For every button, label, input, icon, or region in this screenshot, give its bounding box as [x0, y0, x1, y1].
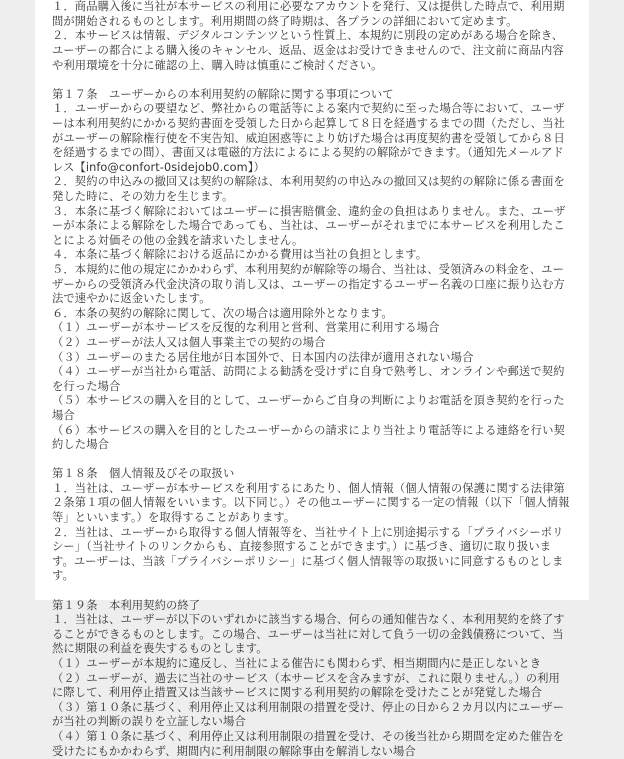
- spacer: [52, 584, 589, 599]
- article-17-item-4: （４）ユーザーが当社から電話、訪問による勧誘を受けずに自身で熟考し、オンラインや郵送で契約を行った場合: [52, 365, 565, 393]
- article-17-paragraph-6: ６．本条の契約の解除に関して、次の場合は適用除外となります。: [52, 306, 393, 320]
- article-17-item-1: （１）ユーザーが本サービスを反復的な利用と営利、営業用に利用する場合: [52, 321, 440, 335]
- article-19-item-2: （２）ユーザーが、過去に当社のサービス（本サービスを含みますが、これに限りません。）の利用に際して、利用停止措置又は当該サービスに関する利用契約の解除を受けたことが発覚した場合: [52, 671, 560, 700]
- spacer: [52, 73, 589, 88]
- article-17-paragraph-5: ５．本規約に他の規定にかかわらず、本利用契約が解除等の場合、当社は、受領済みの料金を、ユーザーからの受領済み代金決済の取り消し又は、ユーザーの指定するユーザー名義の口座に振り込む方法で速やかに返金いたします。: [52, 262, 565, 306]
- article-17-heading: 第１７条 ユーザーからの本利用契約の解除に関する事項について: [52, 87, 394, 101]
- article-19-heading: 第１９条 本利用契約の終了: [52, 598, 201, 612]
- article-17-paragraph-4: ４．本条に基づく解除における返品にかかる費用は当社の負担とします。: [52, 248, 428, 262]
- article-17-item-2: （２）ユーザーが法人又は個人事業主での契約の場合: [52, 335, 326, 349]
- article-18-paragraph-1: １．当社は、ユーザーが本サービスを利用するにあたり、個人情報（個人情報の保護に関する法律第２条第１項の個人情報をいいます。以下同じ。）その他ユーザーに関する一定の情報（以下「個人情報等」といいます。）を取得することがあります。: [52, 481, 570, 525]
- article-19-item-4: （４）第１０条に基づく、利用停止又は利用制限の措置を受け、その後当社から期間を定めた催告を受けたにもかかわらず、期間内に利用制限の解除事由を解消しない場合: [52, 729, 565, 758]
- article-17-paragraph-1: １．ユーザーからの要望など、弊社からの電話等による案内で契約に至った場合等において、ユーザーは本利用契約にかかる契約書面を受領した日から起算して８日を経過するまでの間（ただし、当社がユーザーの解除権行使を不実告知、威迫困惑等により妨げた場合は再度契約書を受領してから８日を経過するまでの間）、書面又は電磁的方法によるによる契約の解除ができます。（通知先メールアドレス【info@confort-0sidejob0.com】）: [52, 102, 565, 174]
- document-panel: [35, 0, 589, 758]
- article-19-paragraph-1: １．当社は、ユーザーが以下のいずれかに該当する場合、何らの通知催告なく、本利用契約を終了することができるものとします。この場合、ユーザーは当社に対して負う一切の金銭債務について、当然に期限の利益を喪失するものとします。: [52, 613, 565, 656]
- article-18-paragraph-2: ２．当社は、ユーザーから取得する個人情報等を、当社サイト上に別途掲示する「プライバシーポリシー」（当社サイトのリンクからも、直接参照することができます。）に基づき、適切に取り扱います。ユーザーは、当該「プライバシーポリシー」に基づく個人情報等の取扱いに同意するものとします。: [52, 525, 564, 583]
- article-17-item-5: （５）本サービスの購入を目的として、ユーザーからご自身の判断によりお電話を頂き契約を行った場合: [52, 394, 565, 422]
- article-17-paragraph-3: ３．本条に基づく解除においてはユーザーに損害賠償金、違約金の負担はありません。また、ユーザーが本条による解除をした場合であっても、当社は、ユーザーがそれまでに本サービスを利用したことによる対価その他の金銭を請求いたしません。: [52, 204, 566, 247]
- article-17-item-3: （３）ユーザーのまたる居住地が日本国外で、日本国内の法律が適用されない場合: [52, 350, 474, 364]
- article-19-item-3: （３）第１０条に基づく、利用停止又は利用制限の措置を受け、停止の日から２カ月以内にユーザーが当社の判断の誤りを立証しない場合: [52, 700, 565, 729]
- spacer: [52, 453, 589, 468]
- top-paragraph-2: ２．本サービスは情報、デジタルコンテンツという性質上、本規約に別段の定めがある場合を除き、ユーザーの都合による購入後のキャンセル、返品、返金はお受けできませんので、注文前に商品内容や利用環境を十分に確認の上、購入時は慎重にご検討ください。: [52, 29, 564, 72]
- top-paragraph-1: １．商品購入後に当社が本サービスの利用に必要なアカウントを発行、又は提供した時点で、利用期間が開始されるものとします。利用期間の終了時期は、各プランの詳細において定めます。: [52, 0, 565, 28]
- article-17-paragraph-2: ２．契約の申込みの撤回又は契約の解除は、本利用契約の申込みの撤回又は契約の解除に係る書面を発した時に、その効力を生じます。: [52, 175, 565, 204]
- article-17-item-6: （６）本サービスの購入を目的としたユーザーからの請求により当社より電話等による連絡を行い契約した場合: [52, 423, 565, 452]
- article-19-item-1: （１）ユーザーが本規約に違反し、当社による催告にも関わらず、相当期間内に是正しないとき: [52, 657, 542, 671]
- article-18-heading: 第１８条 個人情報及びその取扱い: [52, 467, 235, 481]
